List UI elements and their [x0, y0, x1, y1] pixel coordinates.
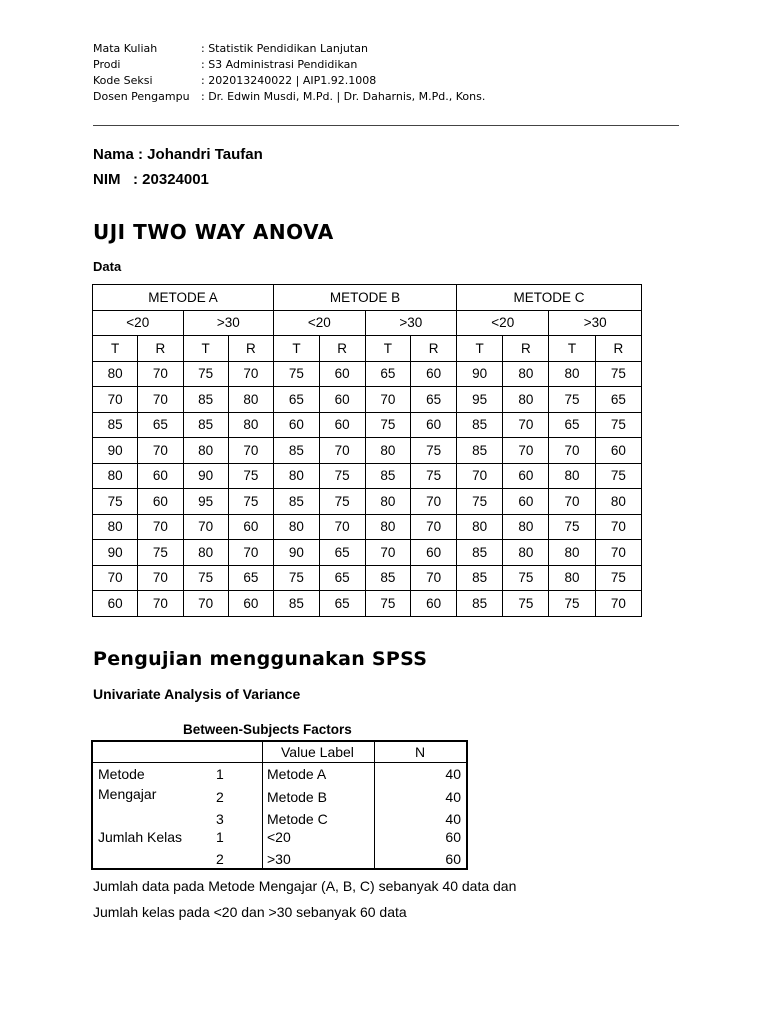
table-cell: 70: [138, 361, 183, 387]
table-cell: 65: [274, 387, 320, 413]
subheader-cell: R: [138, 336, 183, 362]
header-value: : 202013240022 | AIP1.92.1008: [201, 74, 377, 87]
table-cell: 70: [138, 514, 183, 540]
table-row: [93, 463, 642, 489]
table-cell: 75: [93, 489, 138, 515]
table-cell: 70: [228, 438, 273, 464]
table-cell: 60: [274, 412, 320, 438]
table-cell: 80: [228, 412, 273, 438]
header-label: Kode Seksi: [93, 74, 153, 87]
table-cell: 60: [319, 361, 365, 387]
value-code: 2: [216, 851, 224, 867]
table-cell: 60: [138, 489, 183, 515]
table-cell: 75: [183, 361, 228, 387]
subheader-row: [93, 336, 642, 362]
table-cell: 95: [183, 489, 228, 515]
table-cell: 60: [503, 489, 549, 515]
group-header: >30: [549, 310, 642, 336]
table-cell: 60: [503, 463, 549, 489]
table-cell: 80: [93, 463, 138, 489]
table-cell: 90: [274, 540, 320, 566]
between-subjects-title: Between-Subjects Factors: [183, 722, 352, 737]
student-info: [93, 142, 263, 192]
table-cell: 65: [228, 565, 273, 591]
group-header: <20: [93, 310, 184, 336]
header-divider: [93, 125, 679, 126]
table-row: [93, 514, 642, 540]
value-label: Metode C: [267, 811, 328, 827]
table-cell: 60: [411, 412, 457, 438]
table-cell: 85: [93, 412, 138, 438]
table-cell: 70: [93, 387, 138, 413]
table-cell: 85: [274, 489, 320, 515]
table-cell: 75: [228, 489, 273, 515]
table-cell: 65: [319, 540, 365, 566]
table-cell: 65: [319, 591, 365, 617]
data-table-body: [93, 361, 642, 616]
table-cell: 70: [411, 565, 457, 591]
group-header-row: [93, 310, 642, 336]
factor-name: Metode: [98, 766, 145, 782]
table-cell: 90: [93, 438, 138, 464]
table-cell: 85: [183, 412, 228, 438]
table-cell: 65: [549, 412, 595, 438]
group-header: >30: [365, 310, 457, 336]
group-header: <20: [457, 310, 549, 336]
table-cell: 80: [183, 540, 228, 566]
table-cell: 65: [319, 565, 365, 591]
header-label: Prodi: [93, 58, 121, 71]
table-cell: 70: [411, 489, 457, 515]
table-cell: 60: [411, 361, 457, 387]
table-cell: 85: [183, 387, 228, 413]
table-cell: 80: [228, 387, 273, 413]
table-cell: 90: [457, 361, 503, 387]
header-row-section: [93, 73, 485, 89]
table-cell: 70: [138, 565, 183, 591]
table-cell: 70: [93, 565, 138, 591]
table-cell: 70: [549, 438, 595, 464]
table-cell: 75: [274, 565, 320, 591]
table-cell: 90: [183, 463, 228, 489]
data-table: [92, 284, 642, 617]
table-cell: 80: [274, 514, 320, 540]
n-value: 60: [445, 851, 461, 867]
table-cell: 85: [457, 591, 503, 617]
table-cell: 80: [365, 514, 411, 540]
table-cell: 70: [228, 361, 273, 387]
header-row-course: [93, 41, 485, 57]
subheader-cell: T: [365, 336, 411, 362]
anova-title: UJI TWO WAY ANOVA: [93, 220, 334, 244]
table-cell: 70: [549, 489, 595, 515]
table-row: [93, 489, 642, 515]
subheader-cell: R: [503, 336, 549, 362]
subheader-cell: R: [595, 336, 641, 362]
table-cell: 75: [595, 463, 641, 489]
table-cell: 85: [457, 540, 503, 566]
table-divider: [93, 762, 466, 763]
subheader-cell: T: [274, 336, 320, 362]
subheader-cell: T: [457, 336, 503, 362]
table-cell: 70: [595, 591, 641, 617]
value-label-header: Value Label: [281, 744, 354, 760]
n-value: 40: [445, 766, 461, 782]
table-cell: 60: [93, 591, 138, 617]
table-cell: 60: [228, 514, 273, 540]
header-value: : Statistik Pendidikan Lanjutan: [201, 42, 368, 55]
course-header: [93, 41, 485, 105]
table-cell: 80: [503, 387, 549, 413]
table-cell: 80: [93, 361, 138, 387]
table-cell: 70: [228, 540, 273, 566]
table-cell: 85: [274, 438, 320, 464]
table-cell: 75: [411, 438, 457, 464]
table-cell: 80: [503, 514, 549, 540]
table-cell: 75: [228, 463, 273, 489]
student-name: Nama : Johandri Taufan: [93, 146, 263, 163]
table-cell: 70: [138, 387, 183, 413]
value-code: 1: [216, 829, 224, 845]
table-cell: 75: [549, 591, 595, 617]
table-row: [93, 387, 642, 413]
table-cell: 70: [595, 514, 641, 540]
n-value: 40: [445, 811, 461, 827]
group-header: >30: [183, 310, 274, 336]
table-cell: 80: [503, 361, 549, 387]
value-code: 2: [216, 789, 224, 805]
table-cell: 75: [549, 514, 595, 540]
spss-title: Pengujian menggunakan SPSS: [93, 648, 428, 670]
note-line: Jumlah kelas pada <20 dan >30 sebanyak 60 data: [93, 904, 407, 920]
between-subjects-table: [91, 740, 468, 870]
subheader-cell: T: [93, 336, 138, 362]
table-cell: 65: [365, 361, 411, 387]
table-cell: 75: [138, 540, 183, 566]
table-cell: 85: [274, 591, 320, 617]
table-cell: 80: [549, 540, 595, 566]
table-divider: [262, 742, 263, 868]
table-cell: 80: [549, 361, 595, 387]
table-cell: 75: [595, 412, 641, 438]
table-cell: 75: [549, 387, 595, 413]
header-label: Mata Kuliah: [93, 42, 158, 55]
method-header: METODE A: [93, 285, 274, 311]
table-cell: 75: [411, 463, 457, 489]
table-cell: 65: [595, 387, 641, 413]
method-header: METODE C: [457, 285, 642, 311]
table-cell: 75: [457, 489, 503, 515]
table-cell: 80: [93, 514, 138, 540]
table-cell: 85: [457, 412, 503, 438]
value-label: Metode A: [267, 766, 327, 782]
table-cell: 80: [595, 489, 641, 515]
table-cell: 75: [595, 361, 641, 387]
subheader-cell: T: [183, 336, 228, 362]
subheader-cell: R: [411, 336, 457, 362]
value-label: >30: [267, 851, 291, 867]
table-cell: 65: [138, 412, 183, 438]
value-label: <20: [267, 829, 291, 845]
note-line: Jumlah data pada Metode Mengajar (A, B, C) sebanyak 40 data dan: [93, 878, 517, 894]
table-divider: [374, 742, 375, 868]
header-value: : Dr. Edwin Musdi, M.Pd. | Dr. Daharnis, M.Pd., Kons.: [201, 90, 486, 103]
table-row: [93, 412, 642, 438]
n-header: N: [415, 744, 426, 760]
table-cell: 70: [595, 540, 641, 566]
table-cell: 60: [138, 463, 183, 489]
table-cell: 85: [457, 438, 503, 464]
table-cell: 85: [457, 565, 503, 591]
student-nim: [93, 167, 263, 192]
table-cell: 95: [457, 387, 503, 413]
table-row: [93, 591, 642, 617]
table-cell: 70: [457, 463, 503, 489]
table-row: [93, 361, 642, 387]
table-cell: 70: [319, 438, 365, 464]
subheader-cell: R: [319, 336, 365, 362]
table-cell: 75: [274, 361, 320, 387]
table-cell: 70: [503, 438, 549, 464]
table-cell: 80: [274, 463, 320, 489]
table-cell: 80: [365, 438, 411, 464]
table-cell: 65: [411, 387, 457, 413]
subheader-cell: R: [228, 336, 273, 362]
table-cell: 90: [93, 540, 138, 566]
table-cell: 70: [365, 387, 411, 413]
table-cell: 80: [365, 489, 411, 515]
table-cell: 80: [549, 565, 595, 591]
table-cell: 60: [595, 438, 641, 464]
subheader-cell: T: [549, 336, 595, 362]
table-cell: 80: [457, 514, 503, 540]
table-cell: 85: [365, 463, 411, 489]
table-cell: 70: [365, 540, 411, 566]
value-code: 1: [216, 766, 224, 782]
nim-label: NIM: [93, 171, 121, 188]
table-cell: 75: [365, 591, 411, 617]
header-value: : S3 Administrasi Pendidikan: [201, 58, 358, 71]
table-row: [93, 565, 642, 591]
table-cell: 70: [138, 438, 183, 464]
table-cell: 70: [319, 514, 365, 540]
header-label: Dosen Pengampu: [93, 90, 190, 103]
table-cell: 80: [549, 463, 595, 489]
table-cell: 60: [319, 412, 365, 438]
value-label: Metode B: [267, 789, 327, 805]
value-code: 3: [216, 811, 224, 827]
header-row-lecturer: [93, 89, 485, 105]
table-cell: 70: [138, 591, 183, 617]
table-cell: 60: [319, 387, 365, 413]
table-cell: 75: [183, 565, 228, 591]
table-cell: 70: [411, 514, 457, 540]
table-cell: 70: [503, 412, 549, 438]
table-cell: 70: [183, 514, 228, 540]
factor-name: Jumlah Kelas: [98, 829, 183, 845]
factor-name: Mengajar: [98, 786, 157, 802]
nim-value: : 20324001: [133, 171, 209, 188]
table-cell: 80: [183, 438, 228, 464]
table-cell: 70: [183, 591, 228, 617]
table-cell: 75: [365, 412, 411, 438]
method-header-row: [93, 285, 642, 311]
group-header: <20: [274, 310, 365, 336]
data-label: Data: [93, 259, 122, 274]
n-value: 60: [445, 829, 461, 845]
table-cell: 75: [319, 463, 365, 489]
univariate-title: Univariate Analysis of Variance: [93, 686, 301, 702]
header-row-program: [93, 57, 485, 73]
table-row: [93, 438, 642, 464]
table-cell: 75: [595, 565, 641, 591]
table-row: [93, 540, 642, 566]
table-cell: 60: [411, 540, 457, 566]
table-cell: 60: [228, 591, 273, 617]
method-header: METODE B: [274, 285, 457, 311]
table-cell: 75: [503, 591, 549, 617]
table-cell: 75: [319, 489, 365, 515]
table-cell: 75: [503, 565, 549, 591]
n-value: 40: [445, 789, 461, 805]
table-cell: 80: [503, 540, 549, 566]
table-cell: 85: [365, 565, 411, 591]
table-cell: 60: [411, 591, 457, 617]
